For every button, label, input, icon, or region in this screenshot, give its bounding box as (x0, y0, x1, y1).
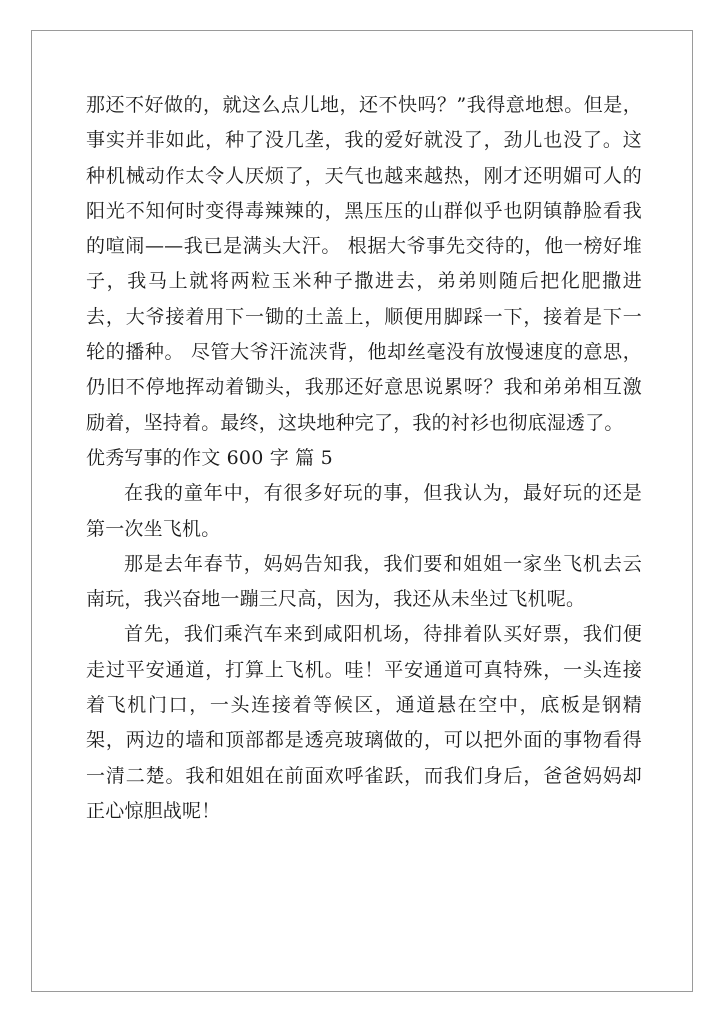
paragraph-3: 首先，我们乘汽车来到咸阳机场，待排着队买好票，我们便走过平安通道，打算上飞机。哇！平安通道可真特殊，一头连接着飞机门口，一头连接着等候区，通道悬在空中，底板是钢精架，两边的墙和顶部都是透亮玻璃做的，可以把外面的事物看得一清二楚。我和姐姐在前面欢呼雀跃，而我们身后，爸爸妈妈却正心惊胆战呢！ (86, 623, 642, 822)
document-body (86, 88, 642, 829)
paragraph-1: 在我的童年中，有很多好玩的事，但我认为，最好玩的还是第一次坐飞机。 (86, 482, 642, 540)
paragraph-2: 那是去年春节，妈妈告知我，我们要和姐姐一家坐飞机去云南玩，我兴奋地一蹦三尺高，因为，我还从未坐过飞机呢。 (86, 552, 642, 611)
section-heading: 优秀写事的作文 600 字 篇 5 (86, 446, 333, 469)
paragraph-continued: 那还不好做的，就这么点儿地，还不快吗？”我得意地想。但是，事实并非如此，种了没几垄，我的爱好就没了，劲儿也没了。这种机械动作太令人厌烦了，天气也越来越热，刚才还明媚可人的阳光不知何时变得毒辣辣的，黑压压的山群似乎也阴镇静脸看我的喧闹——我已是满头大汗。 根据大爷事先交待的，他一榜好堆子，我马上就将两粒玉米种子撒进去，弟弟则随后把化肥撒进去，大爷接着用下一锄的土盖上，顺便用脚踩一下，接着是下一轮的播种。 尽管大爷汗流浃背，他却丝毫没有放慢速度的意思，仍旧不停地挥动着锄头，我那还好意思说累呀？我和弟弟相互激励着，坚持着。最终，这块地种完了，我的衬衫也彻底湿透了。 (86, 94, 642, 434)
